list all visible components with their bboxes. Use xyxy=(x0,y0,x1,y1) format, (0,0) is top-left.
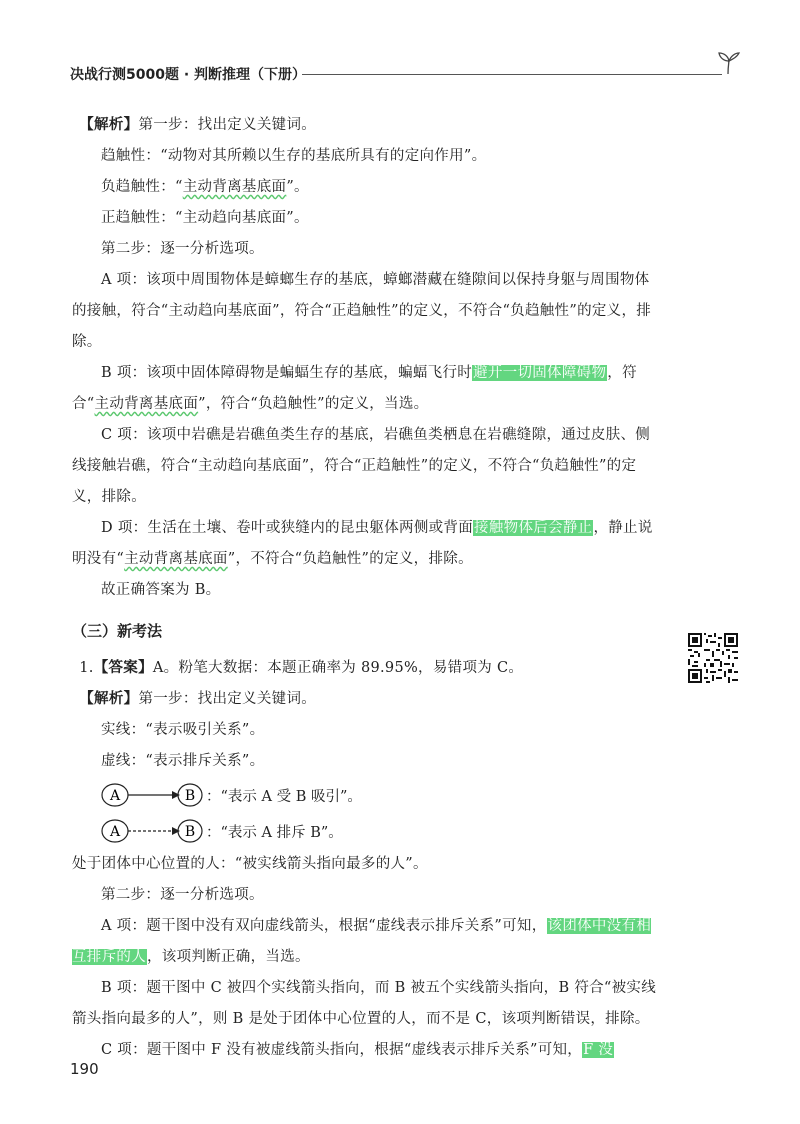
highlight: F 没 xyxy=(583,1042,614,1058)
analysis-label: 【解析】 xyxy=(79,691,139,707)
analysis-label: 【解析】 xyxy=(79,117,139,133)
header-rule xyxy=(302,74,722,75)
analysis-step1: 【解析】第一步：找出定义关键词。 xyxy=(79,117,317,133)
diagram-solid xyxy=(72,777,662,813)
sprout-icon xyxy=(716,50,742,76)
highlight: 该团体中没有相互排斥的人 xyxy=(72,918,652,965)
diagram-solid-text: ：“表示 A 受 B 吸引”。 xyxy=(206,788,362,805)
highlight: 接触物体后会静止 xyxy=(474,520,593,536)
dashed-arrow-diagram xyxy=(100,817,204,845)
qr-code-icon[interactable] xyxy=(688,633,738,683)
definition-center: 处于团体中心位置的人：“被实线箭头指向最多的人”。 xyxy=(72,856,428,872)
book-title: 决战行测5000题 · 判断推理（下册） xyxy=(70,67,307,83)
q1-option-c: C 项：题干图中 F 没有被虚线箭头指向，根据“虚线表示排斥关系”可知，F 没 xyxy=(101,1042,614,1058)
definition-tropism: 趋触性：“动物对其所赖以生存的基底所具有的定向作用”。 xyxy=(101,148,487,164)
analysis-step2: 第二步：逐一分析选项。 xyxy=(101,241,264,257)
option-d-analysis: D 项：生活在土壤、卷叶或狭缝内的昆虫躯体两侧或背面接触物体后会静止，静止说明没有“主动背离基底面”，不符合“负趋触性”的定义，排除。 xyxy=(72,520,653,567)
page-number: 190 xyxy=(70,1060,99,1078)
solid-arrow-diagram xyxy=(100,781,204,809)
option-c-analysis: C 项：该项中岩礁是岩礁鱼类生存的基底，岩礁鱼类栖息在岩礁缝隙，通过皮肤、侧线接触岩礁，符合“主动趋向基底面”，符合“正趋触性”的定义，不符合“负趋触性”的定义，排除。 xyxy=(72,427,651,505)
svg-text:B: B xyxy=(184,788,196,804)
answer-label: 【答案】 xyxy=(93,660,153,676)
svg-text:A: A xyxy=(109,824,121,840)
page-content xyxy=(72,110,662,1066)
diagram-dashed-text: ：“表示 A 排斥 B”。 xyxy=(206,824,343,841)
q1-analysis-step2: 第二步：逐一分析选项。 xyxy=(101,887,264,903)
svg-text:B: B xyxy=(184,824,196,840)
diagram-dashed xyxy=(72,813,662,849)
option-b-analysis: B 项：该项中固体障碍物是蝙蝠生存的基底，蝙蝠飞行时避开一切固体障碍物，符合“主动背离基底面”，符合“负趋触性”的定义，当选。 xyxy=(72,365,637,412)
page-header xyxy=(70,64,742,86)
q1-answer: 1.【答案】A。粉笔大数据：本题正确率为 89.95%，易错项为 C。 xyxy=(79,660,524,676)
definition-dashed-line: 虚线：“表示排斥关系”。 xyxy=(101,753,265,769)
q1-option-b: B 项：题干图中 C 被四个实线箭头指向，而 B 被五个实线箭头指向，B 符合“被实线箭头指向最多的人”，则 B 是处于团体中心位置的人，而不是 C，该项判断错误，排除。 xyxy=(72,980,657,1027)
svg-text:A: A xyxy=(109,788,121,804)
section-title: （三）新考法 xyxy=(72,622,163,640)
definition-solid-line: 实线：“表示吸引关系”。 xyxy=(101,722,265,738)
q1-analysis-step1: 【解析】第一步：找出定义关键词。 xyxy=(79,691,317,707)
conclusion: 故正确答案为 B。 xyxy=(101,582,221,598)
option-a-analysis: A 项：该项中周围物体是蟑螂生存的基底，蟑螂潜藏在缝隙间以保持身躯与周围物体的接触，符合“主动趋向基底面”，符合“正趋触性”的定义，不符合“负趋触性”的定义，排除。 xyxy=(72,272,652,350)
definition-negative: 负趋触性：“主动背离基底面”。 xyxy=(101,179,309,195)
definition-positive: 正趋触性：“主动趋向基底面”。 xyxy=(101,210,309,226)
highlight: 避开一切固体障碍物 xyxy=(473,365,607,381)
q1-option-a: A 项：题干图中没有双向虚线箭头，根据“虚线表示排斥关系”可知，该团体中没有相互排斥的人，该项判断正确，当选。 xyxy=(72,918,652,965)
